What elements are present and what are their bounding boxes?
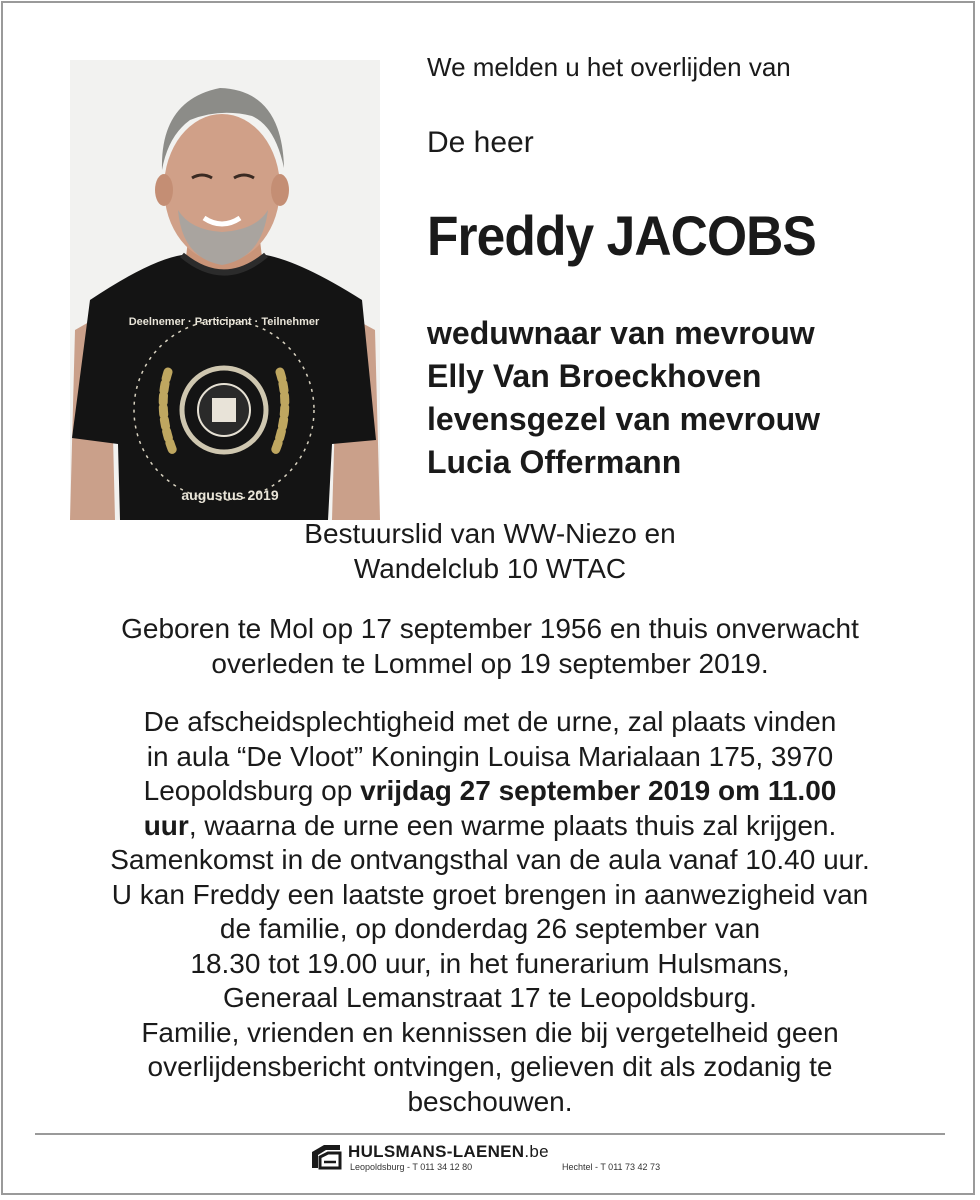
ceremony-details	[40, 705, 940, 1119]
relations-block	[427, 312, 820, 484]
brand-domain: .be	[524, 1142, 549, 1161]
ceremony-date: vrijdag 27 september 2019 om 11.00	[360, 775, 837, 806]
portrait-illustration	[70, 60, 380, 520]
ceremony-line: U kan Freddy een laatste groet brengen in aanwezigheid van	[111, 878, 869, 910]
funeral-home-logo-icon	[310, 1142, 342, 1172]
ceremony-line	[40, 774, 940, 809]
deceased-name: Freddy JACOBS	[427, 204, 816, 267]
relation-line: Lucia Offermann	[427, 444, 682, 480]
relation-line: Elly Van Broeckhoven	[427, 358, 762, 394]
ceremony-date-end: uur	[143, 809, 189, 841]
ceremony-line	[40, 809, 940, 844]
funeral-home-footer	[310, 1140, 690, 1180]
ceremony-line: Samenkomst in de ontvangsthal van de aula vanaf 10.40 uur.	[110, 844, 870, 875]
ceremony-line: Generaal Lemanstraat 17 te Leopoldsburg.	[223, 982, 757, 1013]
board-membership	[40, 517, 940, 586]
ceremony-line: De afscheidsplechtigheid met de urne, zal plaats vinden	[143, 706, 837, 737]
board-line: Bestuurslid van WW-Niezo en	[304, 518, 676, 549]
birth-death-info	[40, 612, 940, 681]
intro-text: We melden u het overlijden van	[427, 52, 791, 82]
ceremony-line: in aula “De Vloot” Koningin Louisa Marialaan 175, 3970	[146, 740, 834, 772]
board-line: Wandelclub 10 WTAC	[353, 552, 627, 584]
brand-name: HULSMANS-LAENEN	[348, 1142, 525, 1161]
shirt-print-top: Deelnemer · Participant · Teilnehmer	[128, 316, 320, 328]
born-line: overleden te Lommel op 19 september 2019.	[211, 647, 769, 679]
address-hechtel: Hechtel - T 011 73 42 73	[562, 1162, 661, 1172]
relation-line: weduwnaar van mevrouw	[427, 315, 815, 351]
portrait-photo	[70, 60, 380, 520]
ceremony-text: , waarna de urne een warme plaats thuis zal krijgen.	[188, 809, 837, 841]
ceremony-text: Leopoldsburg op	[143, 775, 361, 806]
relation-line: levensgezel van mevrouw	[427, 401, 821, 437]
address-leopoldsburg: Leopoldsburg - T 011 34 12 80	[350, 1162, 473, 1172]
shirt-print-bottom: augustus 2019	[181, 487, 279, 503]
footer-divider	[35, 1133, 945, 1135]
ceremony-line: Familie, vrienden en kennissen die bij vergetelheid geen	[141, 1016, 839, 1048]
ceremony-line: 18.30 tot 19.00 uur, in het funerarium Hulsmans,	[190, 947, 790, 979]
ceremony-line: overlijdensbericht ontvingen, gelieven dit als zodanig te	[147, 1051, 833, 1082]
ceremony-line: de familie, op donderdag 26 september van	[219, 913, 761, 944]
born-line: Geboren te Mol op 17 september 1956 en thuis onverwacht	[121, 613, 859, 644]
honorific: De heer	[427, 126, 534, 159]
funeral-home-brand	[348, 1142, 549, 1162]
ceremony-line: beschouwen.	[407, 1085, 573, 1117]
